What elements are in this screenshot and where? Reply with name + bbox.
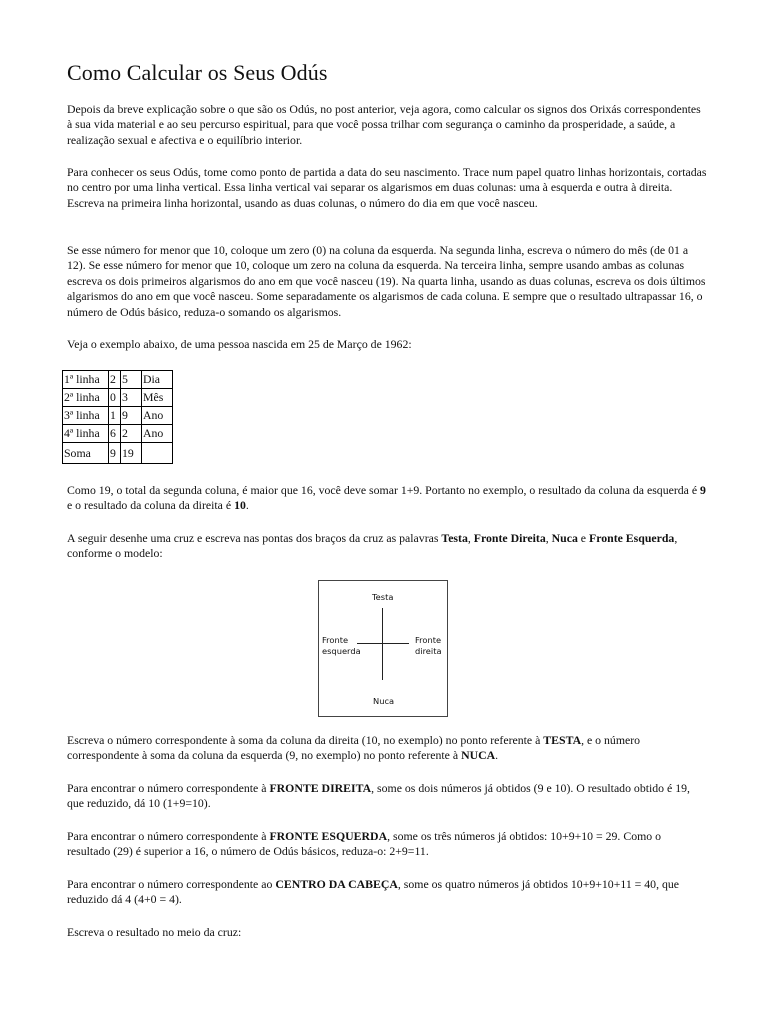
bold-text: Fronte Esquerda (589, 531, 675, 545)
text-run: , (467, 531, 474, 545)
table-cell: Ano (142, 407, 173, 425)
bold-text: CENTRO DA CABEÇA (275, 877, 398, 891)
page-title: Como Calcular os Seus Odús (67, 60, 328, 85)
bold-text: Nuca (551, 531, 578, 545)
paragraph-cross-instructions (67, 531, 707, 562)
table-cell: 3ª linha (63, 407, 109, 425)
paragraph-centro-cabeca (67, 877, 707, 908)
text-run: , e o número correspondente à soma da coluna da esquerda (9, no exemplo) no ponto referente à (67, 733, 641, 763)
cross-horizontal-line (357, 643, 409, 644)
paragraph-fronte-direita (67, 781, 707, 812)
table-cell: Mês (142, 389, 173, 407)
table-cell: Ano (142, 425, 173, 443)
bold-text: NUCA (461, 748, 496, 763)
table-cell: 1 (109, 407, 121, 425)
table-row (63, 425, 173, 443)
cross-label-nuca: Nuca (373, 696, 395, 706)
text-run: Para encontrar o número correspondente à (67, 829, 270, 843)
table-row (63, 407, 173, 425)
text-run: , some os dois números já obtidos (9 e 10). O resultado obtido é 19, que reduzido, dá 10 (1+9=10). (67, 781, 690, 811)
table-cell: Dia (142, 371, 173, 389)
table-cell: 2 (121, 425, 142, 443)
cross-diagram (318, 580, 448, 717)
table-cell: 0 (109, 389, 121, 407)
cross-label-line: Fronte (322, 635, 349, 645)
paragraph-sum-result (67, 483, 707, 514)
text-run: A seguir desenhe uma cruz e escreva nas pontas dos braços da cruz as palavras (67, 531, 442, 545)
table-row (63, 371, 173, 389)
paragraph-rules: Se esse número for menor que 10, coloque um zero (0) na coluna da esquerda. Na segunda linha, escreva o número do mês (de 01 a 12). Se esse número for menor que 10, coloque um zero na coluna da esquerda. Na terceira linha, sempre usando ambas as colunas escreva os dois primeiros algarismos do ano em que você nasceu (19). Na quarta linha, usando as duas colunas, escreva os dois últimos algarismos do ano em que você nasceu. Some separadamente os algarismos de cada coluna. E sempre que o resultado ultrapassar 16, o número de Odús básico, reduza-o somando os algarismos. (67, 243, 706, 319)
paragraph-fronte-esquerda (67, 829, 707, 860)
example-table (62, 370, 173, 464)
bold-text: TESTA (543, 733, 582, 747)
cross-label-line: Fronte (415, 635, 442, 645)
text-run: Para encontrar o número correspondente ao (67, 877, 276, 891)
text-run: Para encontrar o número correspondente à (67, 781, 270, 795)
bold-text: 9 (700, 483, 706, 497)
cross-label-testa: Testa (372, 592, 394, 602)
bold-text: FRONTE DIREITA (269, 781, 372, 795)
table-cell: 3 (121, 389, 142, 407)
table-row (63, 389, 173, 407)
table-cell: 6 (109, 425, 121, 443)
text-run: , (545, 531, 552, 545)
cross-vertical-line (382, 608, 383, 680)
paragraph-intro: Depois da breve explicação sobre o que são os Odús, no post anterior, veja agora, como calcular os signos dos Orixás correspondentes à sua vida material e ao seu percurso espiritual, para que você possa trilhar com segurança o caminho da prosperidade, a saúde, a realização sexual e afectiva e o equilíbrio interior. (67, 102, 701, 147)
text-run: , some os três números já obtidos: 10+9+10 = 29. Como o resultado (29) é superior a 16, o número de Odús básicos, reduza-o: 2+9=11. (67, 829, 662, 859)
bold-text: 10 (234, 498, 246, 513)
bold-text: Testa (441, 531, 468, 545)
bold-text: FRONTE ESQUERDA (269, 829, 388, 843)
cross-label-line: direita (415, 646, 442, 656)
table-cell: 19 (121, 443, 142, 464)
paragraph-testa-nuca (67, 733, 707, 764)
table-cell: 4ª linha (63, 425, 109, 443)
cross-label-fronte-direita (415, 635, 442, 657)
table-cell: 1ª linha (63, 371, 109, 389)
text-run: . (495, 748, 499, 763)
text-run: Como 19, o total da segunda coluna, é maior que 16, você deve somar 1+9. Portanto no exemplo, o resultado da coluna da esquerda é (67, 483, 701, 497)
paragraph-final: Escreva o resultado no meio da cruz: (67, 925, 242, 939)
text-run: e o resultado da coluna da direita é (67, 498, 235, 513)
table-cell: 5 (121, 371, 142, 389)
table-cell (142, 443, 173, 464)
table-cell: 9 (109, 443, 121, 464)
cross-label-line: esquerda (322, 646, 361, 656)
text-run: e (577, 531, 589, 545)
paragraph-example: Veja o exemplo abaixo, de uma pessoa nascida em 25 de Março de 1962: (67, 337, 412, 351)
paragraph-start: Para conhecer os seus Odús, tome como ponto de partida a data do seu nascimento. Trace num papel quatro linhas horizontais, cortadas no centro por uma linha vertical. Essa linha vertical vai separar os algarismos em duas colunas: uma à esquerda e outra à direita. Escreva na primeira linha horizontal, usando as duas colunas, o número do dia em que você nasceu. (67, 165, 707, 210)
text-run: . (245, 498, 249, 513)
table-cell: 9 (121, 407, 142, 425)
text-run: Escreva o número correspondente à soma da coluna da direita (10, no exemplo) no ponto referente à (67, 733, 544, 747)
table-cell: Soma (63, 443, 109, 464)
text-run: , some os quatro números já obtidos 10+9+10+11 = 40, que reduzido dá 4 (4+0 = 4). (67, 877, 679, 907)
table-cell: 2ª linha (63, 389, 109, 407)
bold-text: Fronte Direita (473, 531, 546, 545)
text-run: , conforme o modelo: (67, 531, 678, 561)
table-row (63, 443, 173, 464)
cross-label-fronte-esquerda (322, 635, 361, 657)
table-cell: 2 (109, 371, 121, 389)
